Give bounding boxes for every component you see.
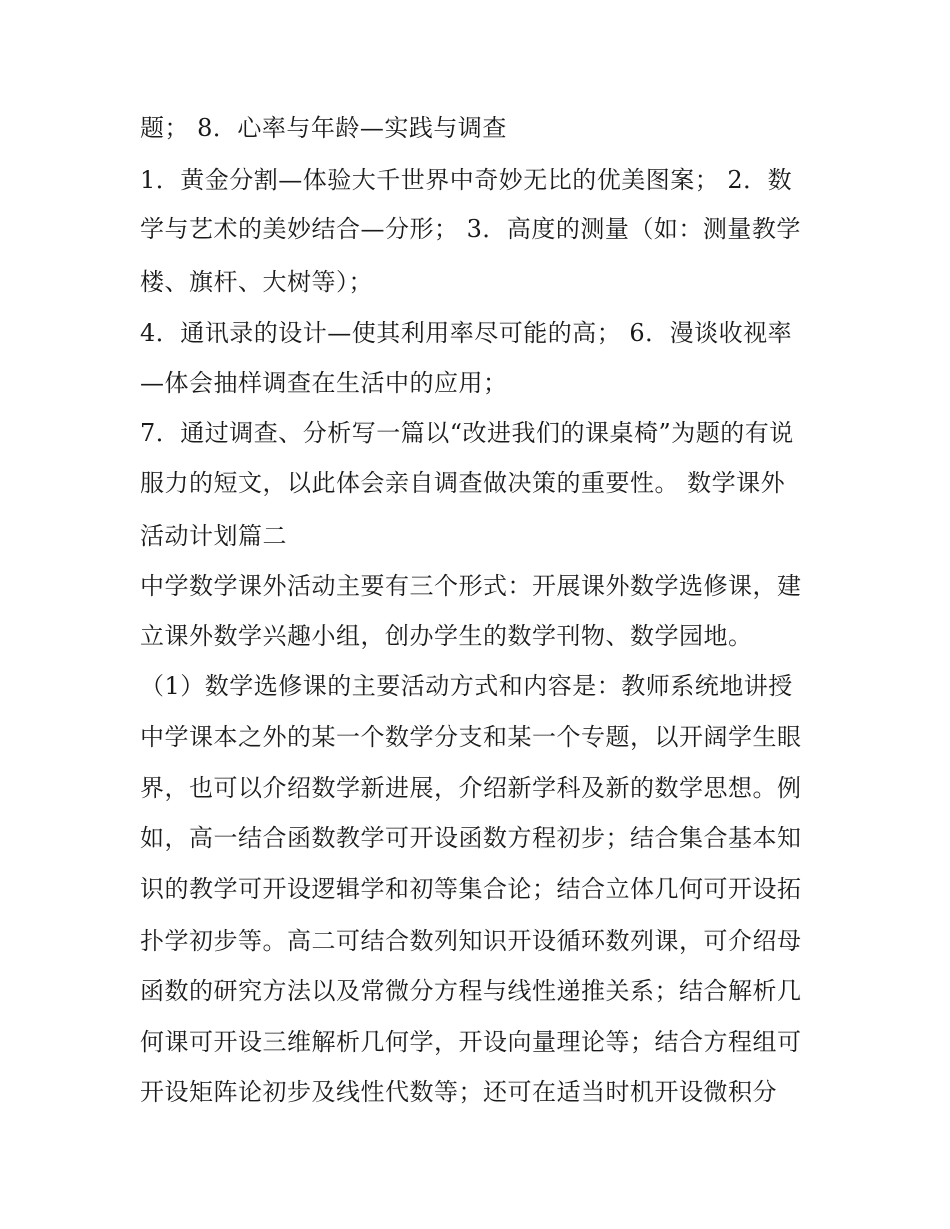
text-line: 楼、旗杆、大树等）； [140,268,373,296]
text-line: 扑学初步等。高二可结合数列知识开设循环数列课，可介绍母 [140,927,802,955]
text-line: 立课外数学兴趣小组，创办学生的数学刊物、数学园地。 [140,622,753,650]
text-line: 如，高一结合函数教学可开设函数方程初步；结合集合基本知 [140,824,802,852]
text-line: 4．通讯录的设计—使其利用率尽可能的高； 6．漫谈收视率 [140,319,793,347]
text-line: 学与艺术的美妙结合—分形； 3．高度的测量（如：测量教学 [140,215,801,243]
text-line: 服力的短文，以此体会亲自调查做决策的重要性。 数学课外 [140,469,786,497]
text-line: 界，也可以介绍数学新进展，介绍新学科及新的数学思想。例 [140,774,802,802]
text-line: 函数的研究方法以及常微分方程与线性递推关系；结合解析几 [140,977,802,1005]
text-line: 开设矩阵论初步及线性代数等；还可在适当时机开设微积分 [140,1078,777,1106]
text-line: 题； 8．心率与年龄—实践与调查 [140,114,507,142]
text-line: 1．黄金分割—体验大千世界中奇妙无比的优美图案； 2．数 [140,166,793,194]
text-line: 中学数学课外活动主要有三个形式：开展课外数学选修课，建 [140,572,802,600]
section-heading: 活动计划篇二 [140,522,287,550]
text-line: 7．通过调查、分析写一篇以“改进我们的课桌椅”为题的有说 [140,419,794,447]
text-line: 识的教学可开设逻辑学和初等集合论；结合立体几何可开设拓 [140,875,802,903]
text-line: 中学课本之外的某一个数学分支和某一个专题，以开阔学生眼 [140,723,802,751]
text-line: 何课可开设三维解析几何学，开设向量理论等；结合方程组可 [140,1028,802,1056]
text-line: （1）数学选修课的主要活动方式和内容是：教师系统地讲授 [140,672,793,700]
text-line: —体会抽样调查在生活中的应用； [140,369,508,397]
